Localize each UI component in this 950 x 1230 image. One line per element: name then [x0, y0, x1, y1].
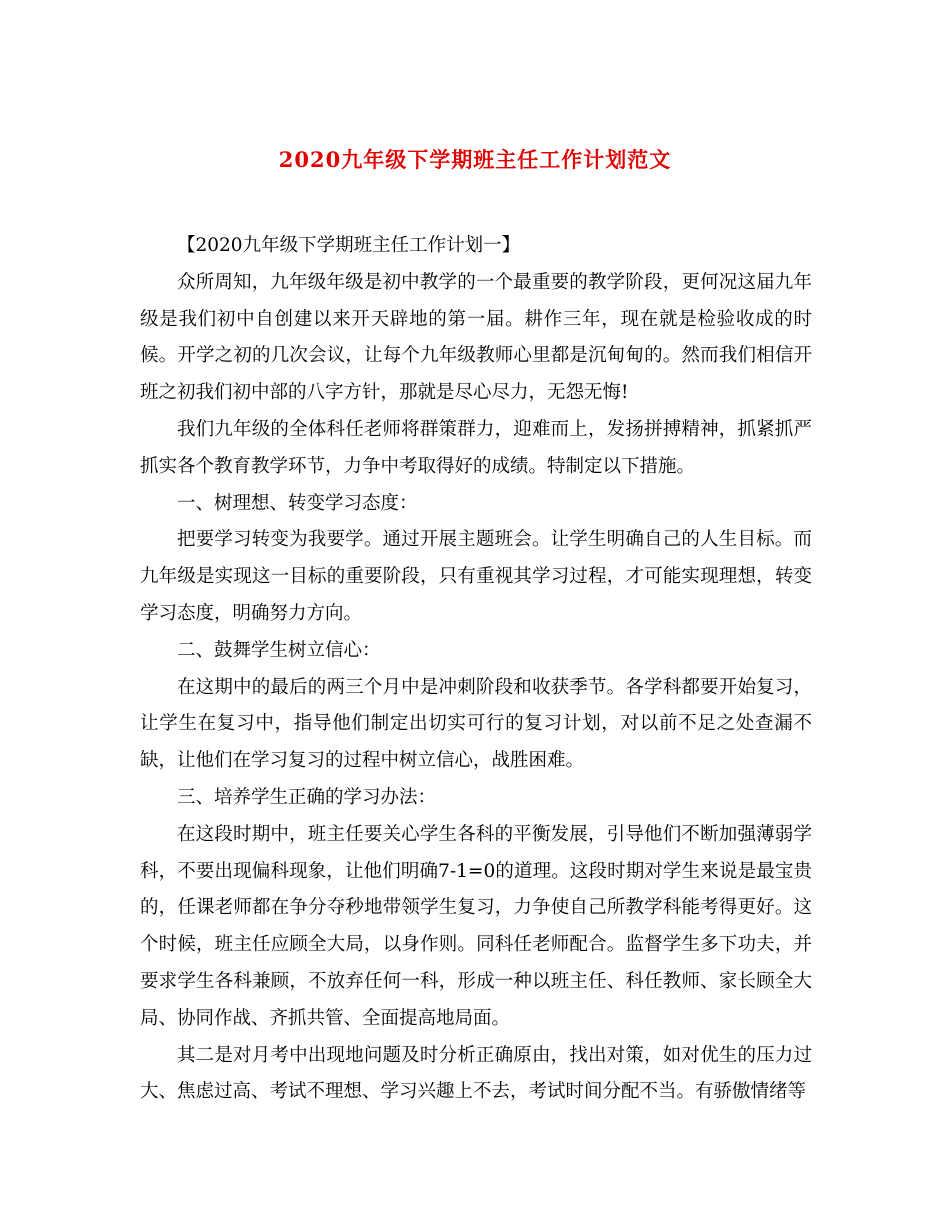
paragraph: 把要学习转变为我要学。通过开展主题班会。让学生明确自己的人生目标。而九年级是实现这一目标的重要阶段，只有重视其学习过程，才可能实现理想，转变学习态度，明确努力方向。: [140, 529, 812, 624]
document-body: [140, 228, 812, 1111]
document-title: 2020九年级下学期班主任工作计划范文: [278, 147, 672, 172]
section-heading-plan-one: 【2020九年级下学期班主任工作计划一】: [177, 235, 521, 256]
paragraph: 在这期中的最后的两三个月中是冲刺阶段和收获季节。各学科都要开始复习，让学生在复习中，指导他们制定出切实可行的复习计划，对以前不足之处查漏不缺，让他们在学习复习的过程中树立信心，战胜困难。: [140, 676, 812, 772]
paragraph: 在这段时期中，班主任要关心学生各科的平衡发展，引导他们不断加强薄弱学科，不要出现偏科现象，让他们明确7-1=0的道理。这段时期对学生来说是最宝贵的，任课老师都在争分夺秒地带领学生复习，力争使自己所教学科能考得更好。这个时候，班主任应顾全大局，以身作则。同科任老师配合。监督学生多下功夫，并要求学生各科兼顾，不放弃任何一科，形成一种以班主任、科任教师、家长顾全大局、协同作战、齐抓共管、全面提高地局面。: [140, 823, 812, 1029]
subheading: 二、鼓舞学生树立信心：: [177, 639, 381, 661]
paragraph: 其二是对月考中出现地问题及时分析正确原由，找出对策，如对优生的压力过大、焦虑过高、考试不理想、学习兴趣上不去，考试时间分配不当。有骄傲情绪等: [140, 1044, 812, 1103]
paragraph: 众所周知，九年级年级是初中教学的一个最重要的教学阶段，更何况这届九年级是我们初中自创建以来开天辟地的第一届。耕作三年，现在就是检验收成的时候。开学之初的几次会议，让每个九年级教师心里都是沉甸甸的。然而我们相信开班之初我们初中部的八字方针，那就是尽心尽力，无怨无悔!: [140, 271, 812, 404]
paragraph: 我们九年级的全体科任老师将群策群力，迎难而上，发扬拼搏精神，抓紧抓严抓实各个教育教学环节，力争中考取得好的成绩。特制定以下措施。: [140, 418, 812, 477]
subheading: 三、培养学生正确的学习办法：: [177, 786, 437, 808]
subheading: 一、树理想、转变学习态度：: [177, 492, 418, 514]
